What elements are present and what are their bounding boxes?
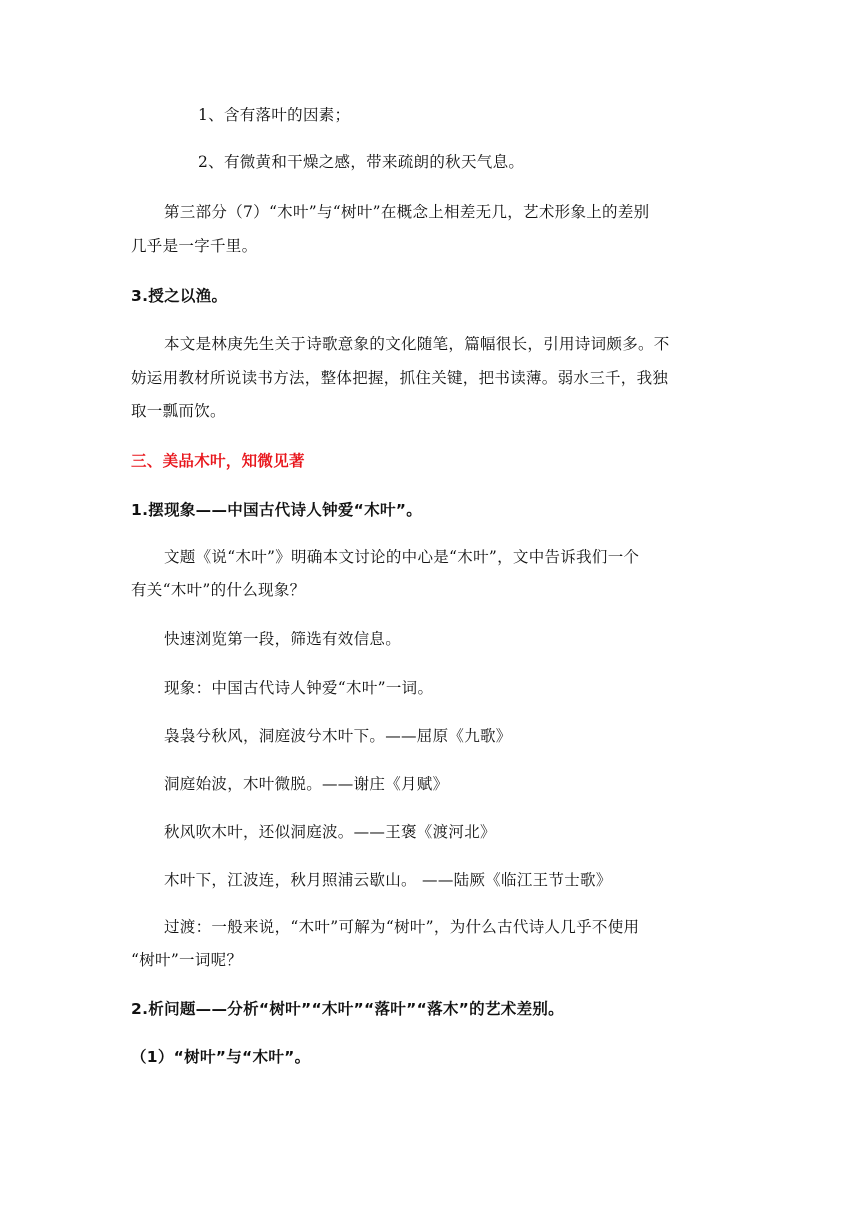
paragraph-part-three-line-2: 几乎是一字千里。	[131, 237, 258, 255]
quote-line-1: 袅袅兮秋风，洞庭波兮木叶下。——屈原《九歌》	[164, 727, 512, 745]
paragraph-title-line-2: 有关“木叶”的什么现象？	[131, 581, 306, 599]
list-item-1: 1、含有落叶的因素；	[198, 106, 351, 124]
paragraph-skim: 快速浏览第一段，筛选有效信息。	[164, 630, 402, 648]
section-heading-1: 1.摆现象——中国古代诗人钟爱“木叶”。	[131, 501, 423, 519]
paragraph-transition-line-1: 过渡：一般来说，“木叶”可解为“树叶”，为什么古代诗人几乎不使用	[164, 918, 640, 936]
paragraph-phenomenon: 现象：中国古代诗人钟爱“木叶”一词。	[164, 679, 434, 697]
quote-line-2: 洞庭始波，木叶微脱。——谢庄《月赋》	[164, 775, 449, 793]
paragraph-intro-line-3: 取一瓢而饮。	[131, 402, 226, 420]
section-heading-2: 2.析问题——分析“树叶”“木叶”“落叶”“落木”的艺术差别。	[131, 1000, 564, 1018]
paragraph-part-three-line-1: 第三部分（7）“木叶”与“树叶”在概念上相差无几，艺术形象上的差别	[164, 203, 650, 221]
paragraph-intro-line-2: 妨运用教材所说读书方法，整体把握，抓住关键，把书读薄。弱水三千，我独	[131, 369, 669, 387]
paragraph-title-line-1: 文题《说“木叶”》明确本文讨论的中心是“木叶”，文中告诉我们一个	[164, 548, 640, 566]
paragraph-intro-line-1: 本文是林庚先生关于诗歌意象的文化随笔，篇幅很长，引用诗词颇多。不	[164, 335, 670, 353]
subsection-heading-1: （1）“树叶”与“木叶”。	[131, 1048, 311, 1066]
quote-line-4: 木叶下，江波连，秋月照浦云歇山。 ——陆厥《临江王节士歌》	[164, 871, 612, 889]
paragraph-transition-line-2: “树叶”一词呢？	[131, 951, 243, 969]
section-heading-3: 3.授之以渔。	[131, 287, 228, 305]
quote-line-3: 秋风吹木叶，还似洞庭波。——王褒《渡河北》	[164, 823, 496, 841]
list-item-2: 2、有微黄和干燥之感，带来疏朗的秋天气息。	[198, 153, 525, 171]
chapter-heading-three: 三、美品木叶，知微见著	[131, 452, 305, 470]
